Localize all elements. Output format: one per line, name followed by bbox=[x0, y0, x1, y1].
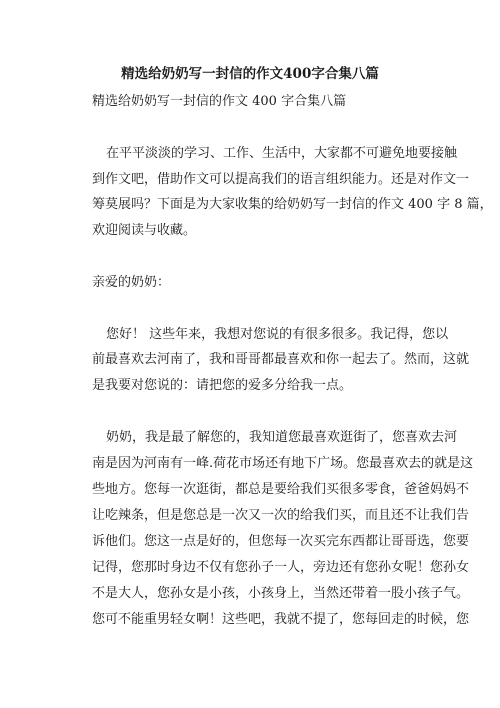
salutation: 亲爱的奶奶： bbox=[92, 275, 171, 290]
paragraph-line: 前最喜欢去河南了，我和哥哥都最喜欢和你一起去了。然而，这就 bbox=[92, 352, 470, 367]
paragraph-line: 让吃辣条，但是您总是一次又一次的给我们买，而且还不让我们告 bbox=[92, 508, 470, 523]
paragraph-line: 是我要对您说的：请把您的爱多分给我一点。 bbox=[92, 378, 353, 393]
document-subtitle: 精选给奶奶写一封信的作文 400 字合集八篇 bbox=[92, 94, 347, 109]
paragraph-line: 在平平淡淡的学习、工作、生活中，大家都不可避免地要接触 bbox=[106, 146, 458, 161]
paragraph-line: 您好！ 这些年来，我想对您说的有很多很多。我记得，您以 bbox=[106, 327, 449, 342]
paragraph-line: 些地方。您每一次逛街，都总是要给我们买很多零食，爸爸妈妈不 bbox=[92, 482, 470, 497]
paragraph-line: 到作文吧，借助作文可以提高我们的语言组织能力。还是对作文一 bbox=[92, 172, 470, 187]
paragraph-line: 记得，您那时身边不仅有您孙子一人，旁边还有您孙女呢！您孙女 bbox=[92, 560, 470, 575]
paragraph-line: 诉他们。您这一点是好的，但您每一次买完东西都让哥哥选，您要 bbox=[92, 534, 470, 549]
paragraph-line: 不是大人，您孙女是小孩，小孩身上，当然还带着一股小孩子气。 bbox=[92, 586, 470, 601]
paragraph-line: 奶奶，我是最了解您的，我知道您最喜欢逛街了，您喜欢去河 bbox=[106, 430, 458, 445]
paragraph-line: 欢迎阅读与收藏。 bbox=[92, 223, 197, 238]
paragraph-line: 您可不能重男轻女啊！这些吧，我就不提了，您每回走的时候，您 bbox=[92, 612, 470, 627]
paragraph-line: 南是因为河南有一峰.荷花市场还有地下广场。您最喜欢去的就是这 bbox=[92, 456, 474, 471]
paragraph-line: 筹莫展吗？下面是为大家收集的给奶奶写一封信的作文 400 字 8 篇， bbox=[92, 197, 493, 212]
document-title: 精选给奶奶写一封信的作文400字合集八篇 bbox=[121, 66, 379, 82]
